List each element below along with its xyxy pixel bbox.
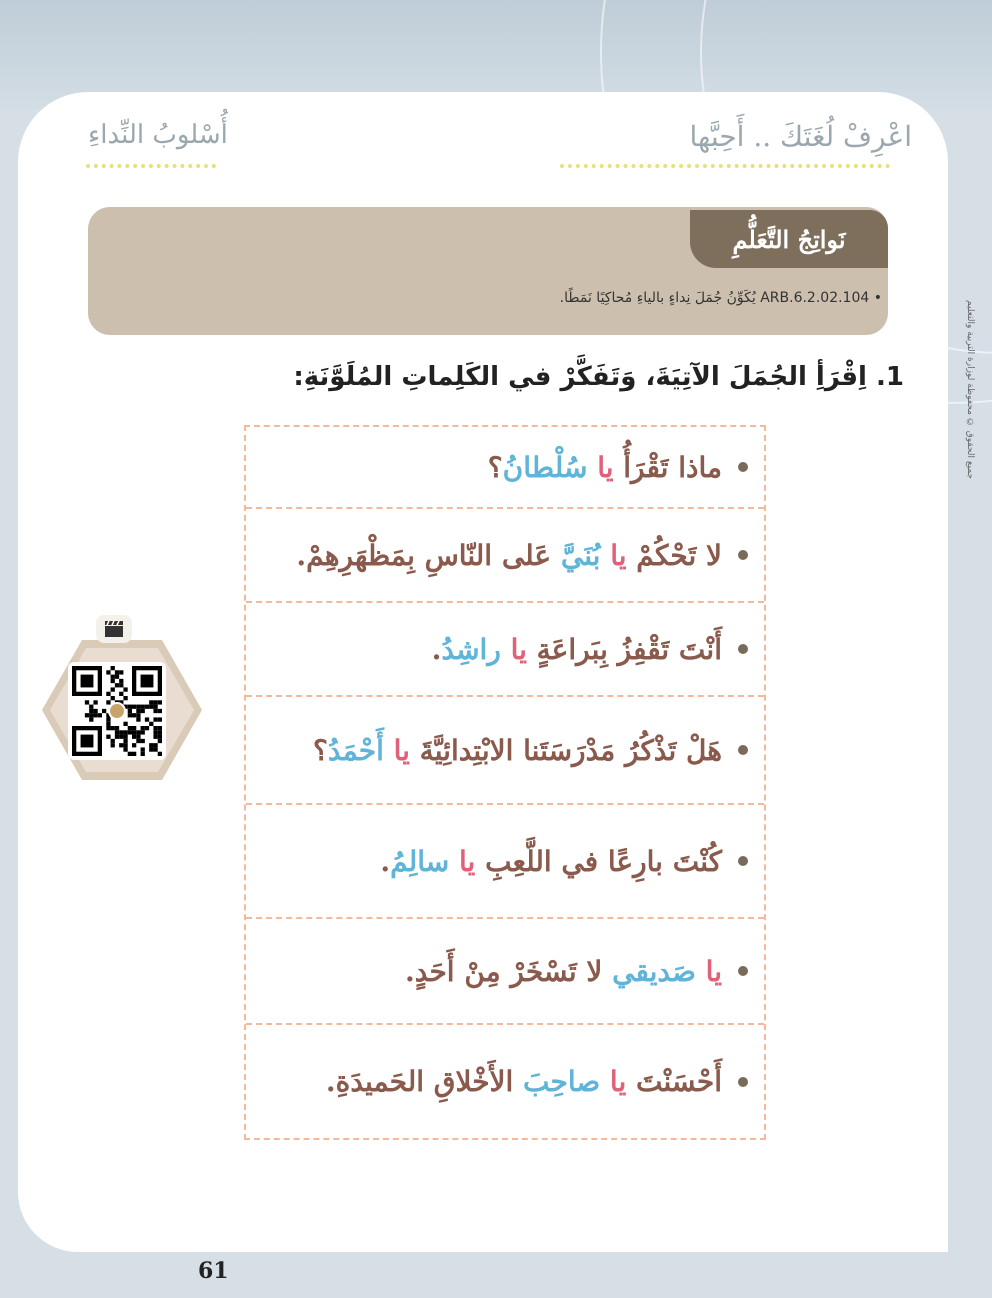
sentence-part: الأَخْلاقِ الحَميدَةِ. [325, 1065, 524, 1098]
video-clapper-icon [96, 615, 132, 643]
sentence-text [405, 955, 722, 988]
sentence-text [313, 734, 722, 767]
sentence-part [696, 955, 706, 988]
sentence-part: هَلْ تَذْكُرُ مَدْرَسَتَنا الابْتِدائِيَّةَ [409, 733, 722, 767]
learning-outcomes-tab [690, 210, 888, 268]
exercise-number: 1. [876, 362, 904, 392]
sentence-part [600, 539, 610, 572]
learning-outcomes-title: نَواتِجُ التَّعَلُّمِ [732, 224, 846, 254]
sentence-part: . [380, 844, 391, 878]
sentence-text [296, 539, 722, 572]
vocative-particle: يا [609, 1065, 627, 1098]
addressed-noun: صَديقي [612, 954, 696, 988]
outcome-item: • ARB.6.2.02.104 يُكَوِّنُ جُمَلَ نِداءٍ بالياءِ مُحاكِيًا نَمَطًا. [559, 290, 882, 306]
sentence-part [600, 1065, 610, 1098]
addressed-noun: سُلْطانُ [502, 450, 588, 484]
sentence-text [380, 845, 722, 878]
sentence-row [246, 427, 764, 509]
outcome-description: يُكَوِّنُ جُمَلَ نِداءٍ بالياءِ مُحاكِيًا نَمَطًا. [559, 290, 756, 306]
sentence-row [246, 603, 764, 697]
sentence-row [246, 697, 764, 805]
exercise-instruction [293, 362, 904, 392]
sentence-part: ؟ [313, 733, 328, 767]
book-title: اعْرِفْ لُغَتَكَ .. أَحِبَّها [689, 120, 912, 153]
sentence-part: أَحْسَنْتَ [626, 1065, 722, 1098]
sentence-text [432, 633, 722, 666]
bullet-icon [738, 1077, 748, 1087]
lesson-title: أُسْلوبُ النِّداءِ [88, 120, 228, 150]
addressed-noun: بُنَيَّ [560, 538, 601, 572]
sentence-part: كُنْتَ بارِعًا في اللَّعِبِ [475, 844, 722, 878]
sentence-row [246, 1025, 764, 1138]
sentence-row [246, 919, 764, 1025]
sentence-part: عَلى النّاسِ بِمَظْهَرِهِمْ. [296, 538, 561, 572]
sentence-part: لا تَسْخَرْ مِنْ أَحَدٍ. [405, 954, 613, 988]
vocative-particle: يا [597, 450, 614, 484]
sentence-part: لا تَحْكُمْ [626, 538, 722, 572]
vocative-particle: يا [610, 538, 627, 572]
outcome-code: ARB.6.2.02.104 [760, 290, 870, 306]
sentence-part [449, 845, 459, 878]
addressed-noun: سالِمُ [390, 844, 450, 878]
sentence-part: ماذا تَقْرَأُ [613, 450, 722, 484]
vocative-particle: يا [705, 954, 722, 988]
sentence-part: . [431, 632, 442, 666]
vocative-particle: يا [459, 844, 476, 878]
bullet-icon [738, 856, 748, 866]
header-left-dots [86, 164, 216, 168]
copyright-side-text: جميع الحقوق © محفوظة لوزارة التربية والتعليم [965, 300, 975, 480]
addressed-noun: راشِدُ [441, 632, 501, 666]
sentence-part [501, 633, 511, 666]
addressed-noun: صاحِبَ [523, 1065, 601, 1098]
page-number: 61 [198, 1258, 229, 1284]
bullet-icon [738, 745, 748, 755]
sentence-text [326, 1065, 722, 1098]
qr-code-icon[interactable] [68, 662, 166, 760]
vocative-particle: يا [393, 733, 410, 767]
bullet-icon [738, 462, 748, 472]
sentence-row [246, 509, 764, 603]
bullet-icon [738, 550, 748, 560]
sentence-table [244, 425, 766, 1140]
exercise-instruction-text: اِقْرَأِ الجُمَلَ الآتِيَةَ، وَتَفَكَّرْ في الكَلِماتِ المُلَوَّنَةِ: [293, 362, 867, 392]
sentence-part [384, 734, 394, 767]
bullet-icon [738, 644, 748, 654]
addressed-noun: أَحْمَدُ [327, 733, 384, 767]
header-right-dots [560, 164, 890, 168]
bullet-icon [738, 966, 748, 976]
sentence-text [488, 451, 722, 484]
sentence-part: ؟ [487, 450, 503, 484]
sentence-part: أَنْتَ تَقْفِزُ بِبَراعَةٍ [526, 632, 722, 666]
sentence-part [587, 451, 597, 484]
sentence-row [246, 805, 764, 919]
vocative-particle: يا [510, 632, 527, 666]
